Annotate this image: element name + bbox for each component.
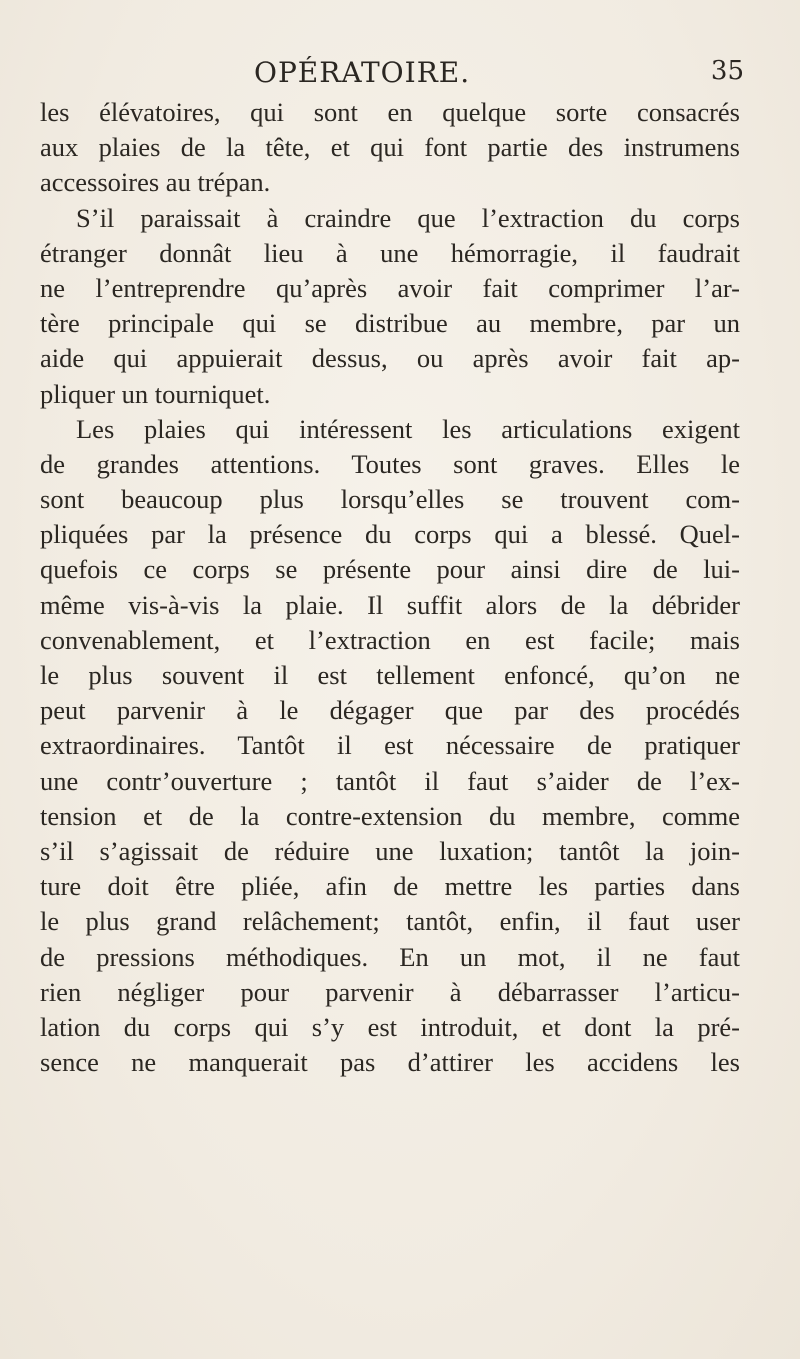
text-line: les élévatoires, qui sont en quelque sorte consacrés bbox=[40, 97, 740, 127]
paragraph-start-line: Les plaies qui intéressent les articulations exigent bbox=[76, 413, 740, 444]
text-line: sence ne manquerait pas d’attirer les accidens les bbox=[40, 1047, 740, 1078]
text-line: une contr’ouverture ; tantôt il faut s’aider de l’ex- bbox=[40, 765, 740, 796]
text-line: s’il s’agissait de réduire une luxation; tantôt la join- bbox=[40, 835, 740, 866]
text-line: pliquer un tourniquet. bbox=[40, 378, 271, 409]
text-line: ne l’entreprendre qu’après avoir fait comprimer l’ar- bbox=[40, 272, 740, 303]
text-line: aide qui appuierait dessus, ou après avoir fait ap- bbox=[40, 343, 740, 374]
text-line: pliquées par la présence du corps qui a blessé. Quel- bbox=[40, 519, 740, 550]
text-line: étranger donnât lieu à une hémorragie, il faudrait bbox=[40, 237, 740, 268]
body-text bbox=[40, 95, 740, 1080]
text-line: aux plaies de la tête, et qui font partie des instrumens bbox=[40, 132, 740, 163]
page-number: 35 bbox=[710, 56, 744, 86]
text-line: convenablement, et l’extraction en est facile; mais bbox=[40, 624, 740, 655]
text-line: peut parvenir à le dégager que par des procédés bbox=[40, 695, 740, 726]
text-line: même vis-à-vis la plaie. Il suffit alors de la débrider bbox=[40, 589, 740, 620]
text-line: extraordinaires. Tantôt il est nécessaire de pratiquer bbox=[40, 730, 740, 761]
text-line: de grandes attentions. Toutes sont graves. Elles le bbox=[40, 448, 740, 479]
paragraph-start-line: S’il paraissait à craindre que l’extraction du corps bbox=[76, 202, 740, 233]
text-line: quefois ce corps se présente pour ainsi dire de lui- bbox=[40, 554, 740, 585]
text-line: le plus grand relâchement; tantôt, enfin, il faut user bbox=[40, 906, 740, 937]
text-line: le plus souvent il est tellement enfoncé, qu’on ne bbox=[40, 660, 740, 690]
text-line: lation du corps qui s’y est introduit, et dont la pré- bbox=[40, 1011, 740, 1042]
text-line: ture doit être pliée, afin de mettre les parties dans bbox=[40, 871, 740, 902]
page-header bbox=[214, 56, 744, 96]
running-title: OPÉRATOIRE. bbox=[254, 56, 471, 89]
text-line: tère principale qui se distribue au membre, par un bbox=[40, 308, 740, 339]
text-line: rien négliger pour parvenir à débarrasser l’articu- bbox=[40, 976, 740, 1007]
text-line: de pressions méthodiques. En un mot, il ne faut bbox=[40, 941, 740, 972]
text-line: accessoires au trépan. bbox=[40, 167, 271, 198]
text-line: tension et de la contre-extension du membre, comme bbox=[40, 800, 740, 831]
text-line: sont beaucoup plus lorsqu’elles se trouvent com- bbox=[40, 484, 740, 515]
